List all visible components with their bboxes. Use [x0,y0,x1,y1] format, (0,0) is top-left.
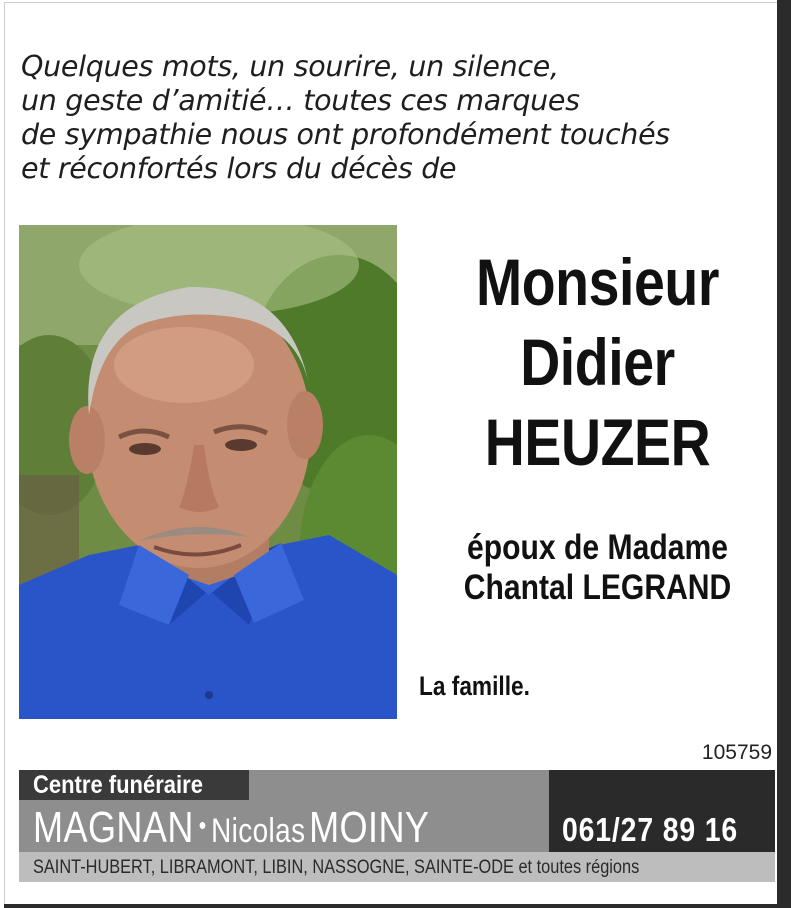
brand-separator: • [198,810,207,840]
deceased-first-name: Didier [520,325,675,399]
intro-line: Quelques mots, un sourire, un silence, [21,50,559,83]
deceased-title: Monsieur [475,245,720,319]
family-signature: La famille. [419,671,530,701]
intro-line: de sympathie nous ont profondément touchés [21,118,670,151]
page-edge-bar [777,0,791,908]
spouse-line: époux de Madame [467,528,728,567]
portrait-illustration [19,225,397,719]
spouse-info [436,528,759,608]
funeral-home-name [33,803,429,853]
deceased-last-name: HEUZER [484,405,711,479]
funeral-home-label: Centre funéraire [19,770,249,800]
funeral-home-phone: 061/27 89 16 [562,811,739,848]
funeral-home-locations: SAINT-HUBERT, LIBRAMONT, LIBIN, NASSOGNE, SAINTE-ODE et toutes régions [19,852,775,882]
intro-line: un geste d’amitié… toutes ces marques [21,84,580,117]
portrait-photo [19,225,397,719]
page-bottom-edge [4,904,791,908]
spouse-name: Chantal LEGRAND [463,568,732,607]
intro-line: et réconfortés lors du décès de [21,152,457,185]
footer-top-strip [249,770,549,800]
intro-message [21,50,761,186]
brand-name-2: Nicolas [211,812,306,850]
brand-name-3: MOINY [309,803,430,852]
reference-number: 105759 [701,741,772,764]
deceased-name [440,242,755,482]
brand-name-1: MAGNAN [33,803,194,852]
